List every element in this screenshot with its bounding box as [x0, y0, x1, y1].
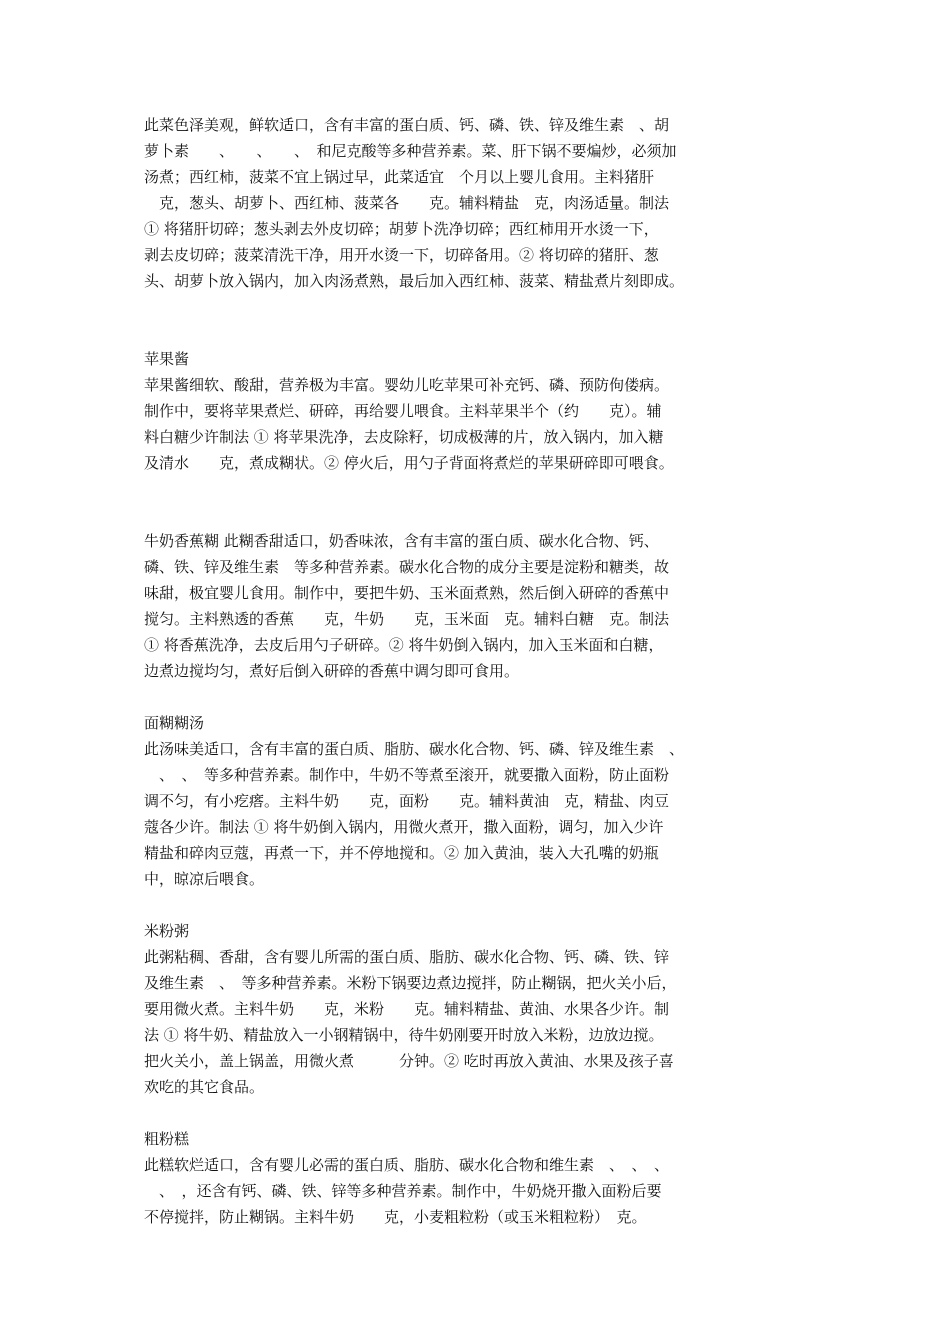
section-title: 粗粉糕 [144, 1130, 190, 1148]
paragraph-line: 苹果酱细软、酸甜，营养极为丰富。婴幼儿吃苹果可补充钙、磷、预防佝偻病。 [144, 376, 670, 394]
paragraph-line: 剥去皮切碎；菠菜清洗干净，用开水烫一下，切碎备用。② 将切碎的猪肝、葱 [144, 246, 659, 264]
paragraph-line: 要用微火煮。主料牛奶 克，米粉 克。辅料精盐、黄油、水果各少许。制 [144, 1000, 670, 1018]
paragraph-line: 调不匀，有小疙瘩。主料牛奶 克，面粉 克。辅料黄油 克，精盐、肉豆 [144, 792, 670, 810]
spacer [144, 1100, 816, 1126]
paragraph-line: ① 将猪肝切碎；葱头剥去外皮切碎；胡萝卜洗净切碎；西红柿用开水烫一下， [144, 220, 659, 238]
section-apple-sauce [144, 346, 816, 476]
paragraph-line: 精盐和碎肉豆蔻，再煮一下，并不停地搅和。② 加入黄油，装入大孔嘴的奶瓶 [144, 844, 659, 862]
paragraph-line: 此菜色泽美观，鲜软适口，含有丰富的蛋白质、钙、磷、铁、锌及维生素 、胡 [144, 116, 670, 134]
paragraph-line: 此汤味美适口，含有丰富的蛋白质、脂肪、碳水化合物、钙、磷、锌及维生素 、 [144, 740, 685, 758]
document-page [144, 112, 816, 1230]
paragraph-line: 萝卜素 、 、 、 和尼克酸等多种营养素。菜、肝下锅不要煸炒，必须加 [144, 142, 677, 160]
paragraph-line: 不停搅拌，防止糊锅。主料牛奶 克，小麦粗粒粉（或玉米粗粒粉） 克。 [144, 1208, 647, 1226]
section-title: 苹果酱 [144, 350, 190, 368]
paragraph-line: 中，晾凉后喂食。 [144, 870, 265, 888]
paragraph-line: 味甜，极宜婴儿食用。制作中，要把牛奶、玉米面煮熟，然后倒入研碎的香蕉中 [144, 584, 670, 602]
paragraph-line: ① 将香蕉洗净，去皮后用勺子研碎。② 将牛奶倒入锅内，加入玉米面和白糖， [144, 636, 664, 654]
section-flour-soup [144, 710, 816, 892]
paragraph-line: 、 、 等多种营养素。制作中，牛奶不等煮至滚开，就要撒入面粉，防止面粉 [144, 766, 670, 784]
section-title: 米粉粥 [144, 922, 190, 940]
paragraph-line: 及清水 克，煮成糊状。② 停火后，用勺子背面将煮烂的苹果研碎即可喂食。 [144, 454, 674, 472]
paragraph-line: 此糕软烂适口，含有婴儿必需的蛋白质、脂肪、碳水化合物和维生素 、 、 、 [144, 1156, 670, 1174]
paragraph-line: 汤煮；西红柿，菠菜不宜上锅过早，此菜适宜 个月以上婴儿食用。主料猪肝 [144, 168, 655, 186]
paragraph-line: 制作中，要将苹果煮烂、研碎，再给婴儿喂食。主料苹果半个（约 克）。辅 [144, 402, 662, 420]
section-title: 面糊糊汤 [144, 714, 205, 732]
spacer [144, 476, 816, 528]
paragraph-line: 边煮边搅均匀，煮好后倒入研碎的香蕉中调匀即可食用。 [144, 662, 520, 680]
paragraph-line: 及维生素 、 等多种营养素。米粉下锅要边煮边搅拌，防止糊锅，把火关小后， [144, 974, 677, 992]
paragraph-line: 磷、铁、锌及维生素 等多种营养素。碳水化合物的成分主要是淀粉和糖类，故 [144, 558, 670, 576]
section-liver-soup [144, 112, 816, 294]
paragraph-line: 此粥粘稠、香甜，含有婴儿所需的蛋白质、脂肪、碳水化合物、钙、磷、铁、锌 [144, 948, 670, 966]
paragraph-line: 蔻各少许。制法 ① 将牛奶倒入锅内，用微火煮开，撒入面粉，调匀，加入少许 [144, 818, 664, 836]
paragraph-line: 料白糖少许制法 ① 将苹果洗净，去皮除籽，切成极薄的片，放入锅内，加入糖 [144, 428, 664, 446]
section-rice-porridge [144, 918, 816, 1100]
spacer [144, 294, 816, 346]
paragraph-line: 欢吃的其它食品。 [144, 1078, 265, 1096]
paragraph-line: 头、胡萝卜放入锅内，加入肉汤煮熟，最后加入西红柿、菠菜、精盐煮片刻即成。 [144, 272, 685, 290]
paragraph-line: 把火关小，盖上锅盖，用微火煮 分钟。② 吃时再放入黄油、水果及孩子喜 [144, 1052, 674, 1070]
paragraph-line: 、 ，还含有钙、磷、铁、锌等多种营养素。制作中，牛奶烧开撒入面粉后要 [144, 1182, 662, 1200]
section-milk-banana [144, 528, 816, 684]
paragraph-line: 法 ① 将牛奶、精盐放入一小钢精锅中，待牛奶刚要开时放入米粉，边放边搅。 [144, 1026, 664, 1044]
spacer [144, 892, 816, 918]
paragraph-line: 牛奶香蕉糊 此糊香甜适口，奶香味浓，含有丰富的蛋白质、碳水化合物、钙、 [144, 532, 659, 550]
paragraph-line: 搅匀。主料熟透的香蕉 克，牛奶 克，玉米面 克。辅料白糖 克。制法 [144, 610, 670, 628]
spacer [144, 684, 816, 710]
paragraph-line: 克，葱头、胡萝卜、西红柿、菠菜各 克。辅料精盐 克，肉汤适量。制法 [144, 194, 670, 212]
section-coarse-flour-cake [144, 1126, 816, 1230]
